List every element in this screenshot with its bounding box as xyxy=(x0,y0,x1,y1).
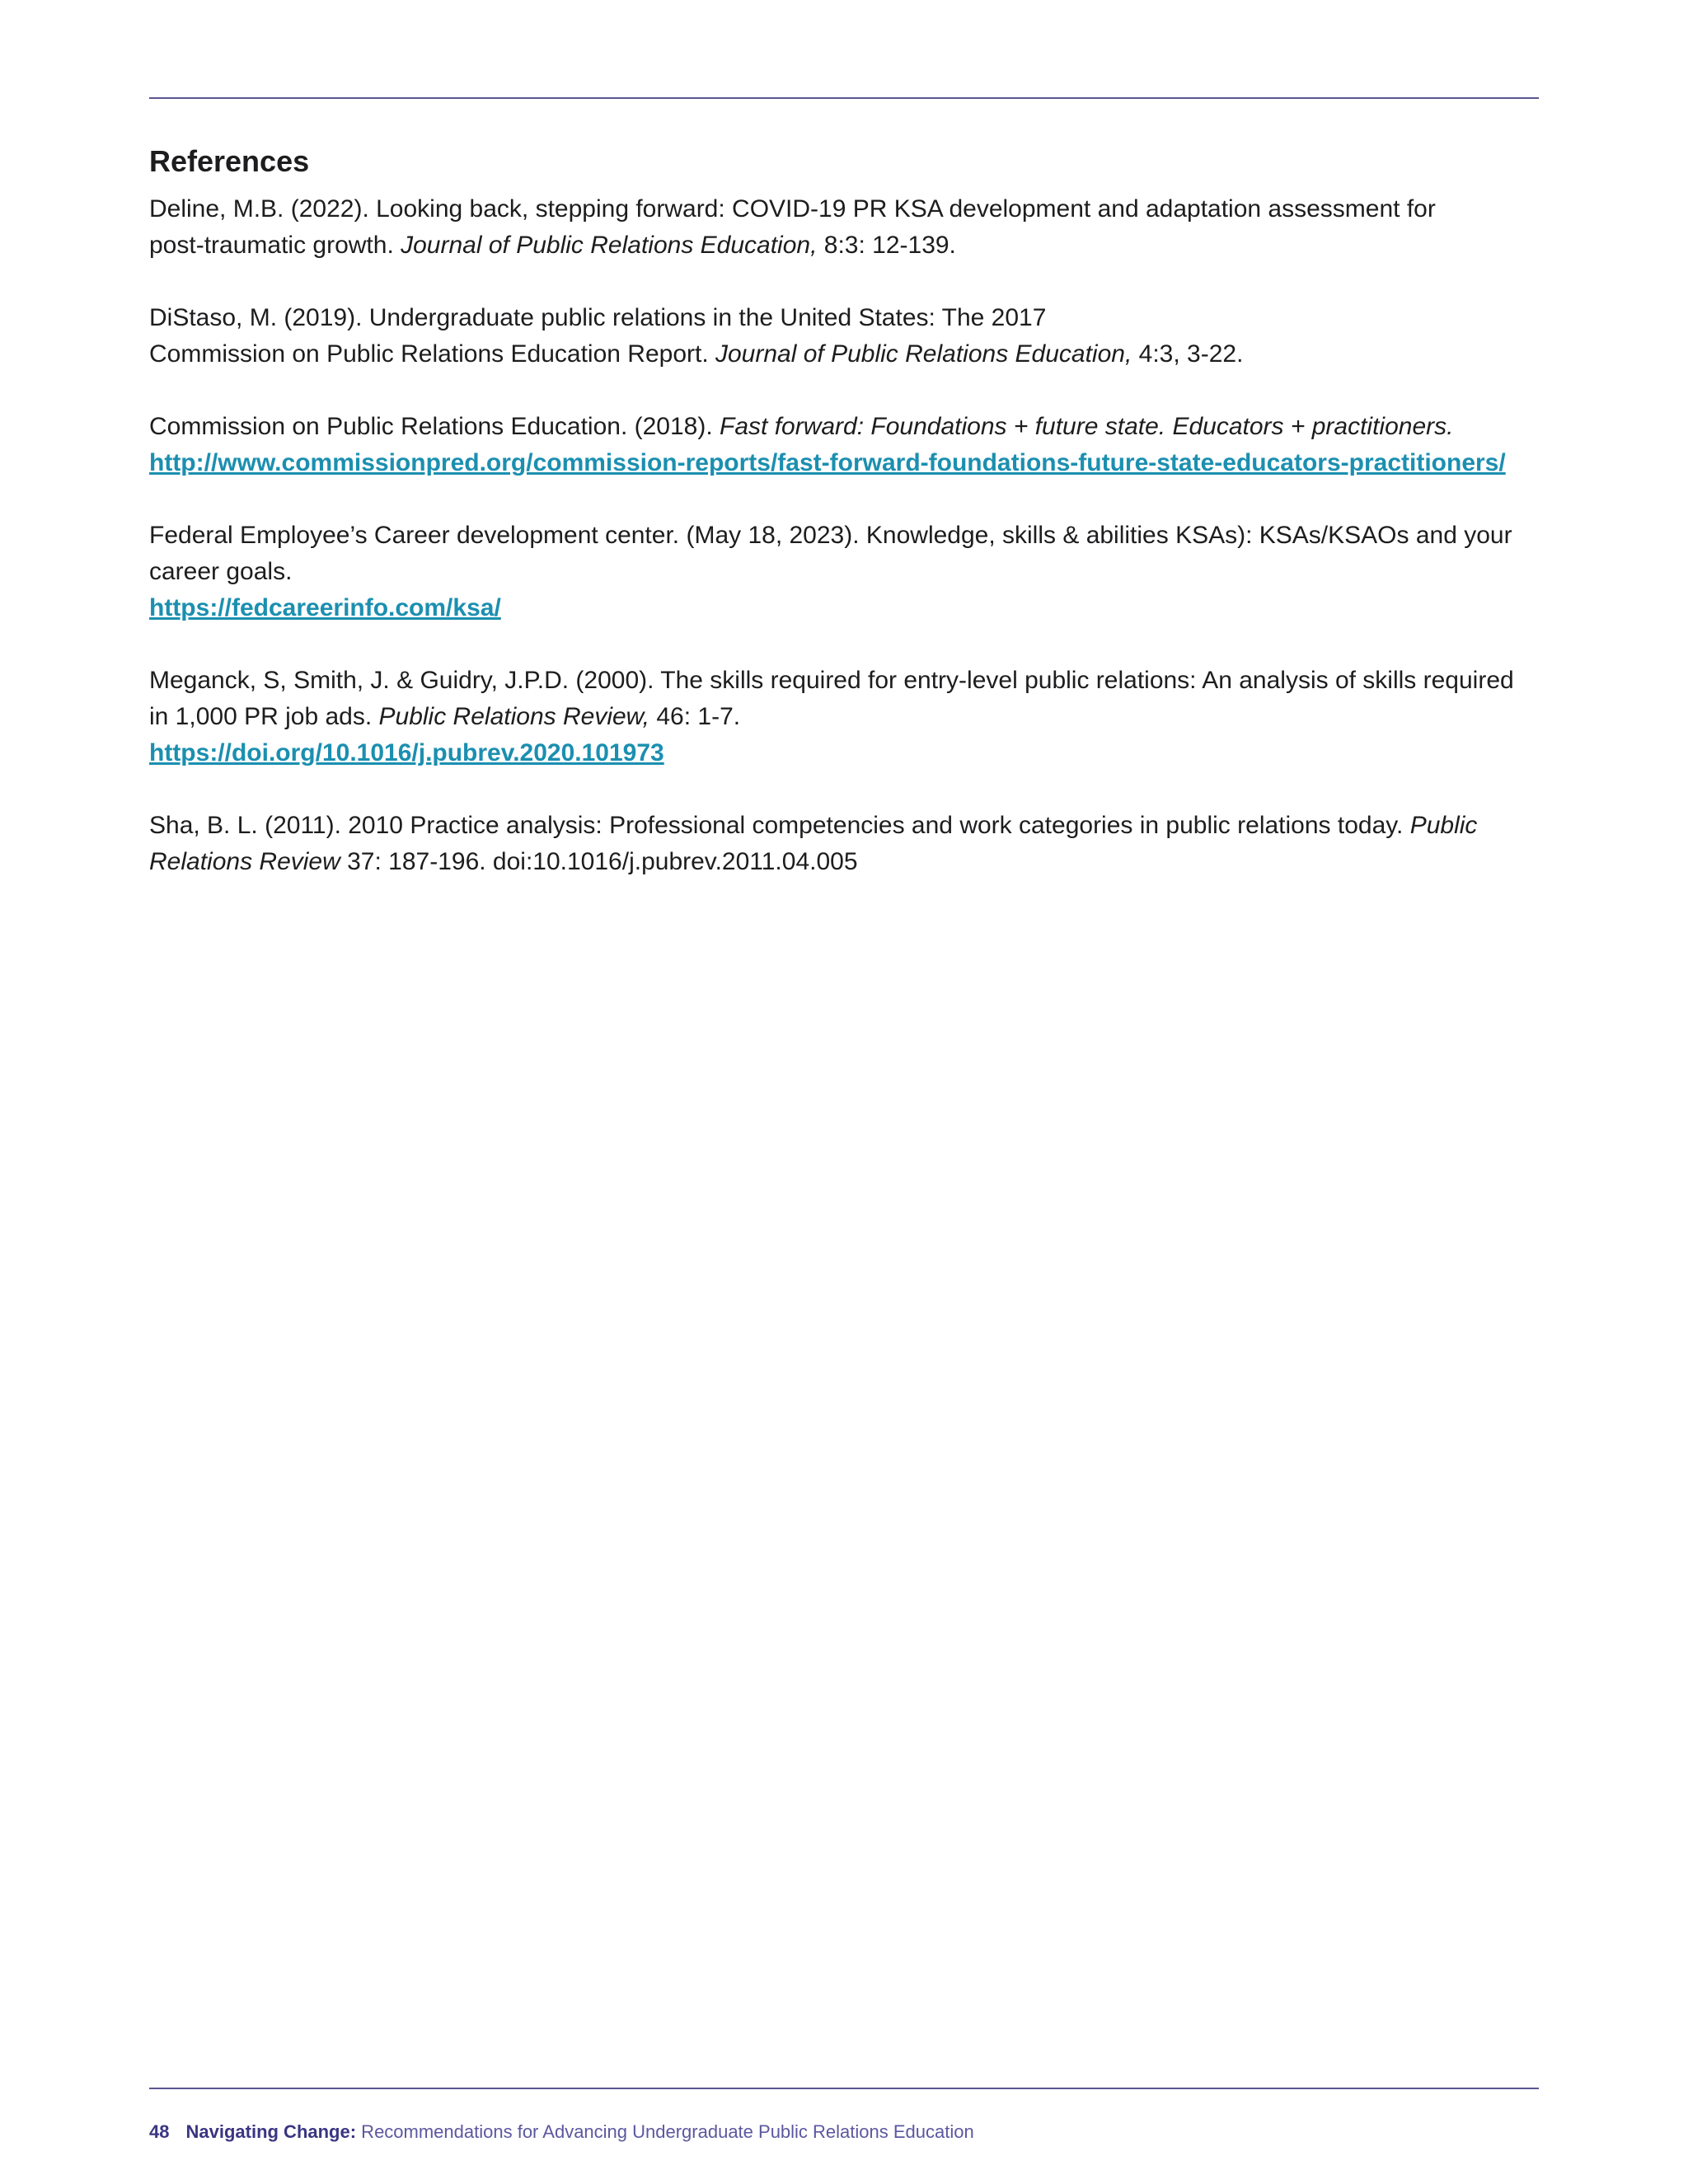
references-section xyxy=(149,142,1550,916)
ref-journal: Public Relations Review, xyxy=(378,703,650,730)
ref-journal: Journal of Public Relations Education, xyxy=(401,232,818,259)
reference-distaso xyxy=(149,300,1550,373)
ref-text: career goals. xyxy=(149,558,293,585)
ref-text: Meganck, S, Smith, J. & Guidry, J.P.D. (2000). The skills required for entry-level public relations: An analysis of skills required xyxy=(149,667,1514,694)
ref-text: 37: 187-196. doi:10.1016/j.pubrev.2011.04.005 xyxy=(340,848,858,875)
footer-subtitle: Recommendations for Advancing Undergraduate Public Relations Education xyxy=(356,2121,974,2142)
reference-fedcareer xyxy=(149,518,1550,626)
header-rule xyxy=(149,97,1539,99)
ref-text: Sha, B. L. (2011). 2010 Practice analysis: Professional competencies and work categories in public relations today. xyxy=(149,812,1410,839)
footer-title: Navigating Change: xyxy=(185,2121,357,2142)
ref-journal: Relations Review xyxy=(149,848,340,875)
page-number: 48 xyxy=(149,2121,170,2142)
reference-sha xyxy=(149,808,1550,880)
reference-commission xyxy=(149,409,1550,481)
ref-title: Fast forward: Foundations + future state. Educators + practitioners. xyxy=(720,413,1454,440)
ref-text: in 1,000 PR job ads. xyxy=(149,703,379,730)
ref-journal: Journal of Public Relations Education, xyxy=(715,340,1132,368)
ref-text: Federal Employee’s Career development center. (May 18, 2023). Knowledge, skills & abilities KSAs): KSAs/KSAOs and your xyxy=(149,522,1512,549)
ref-text: post-traumatic growth. xyxy=(149,232,401,259)
section-heading: References xyxy=(149,144,310,178)
ref-text: DiStaso, M. (2019). Undergraduate public relations in the United States: The 2017 xyxy=(149,304,1047,331)
reference-meganck xyxy=(149,663,1550,771)
ref-text: Deline, M.B. (2022). Looking back, stepping forward: COVID-19 PR KSA development and adaptation assessment for xyxy=(149,195,1436,223)
ref-text: Commission on Public Relations Education. (2018). xyxy=(149,413,720,440)
ref-text: 46: 1-7. xyxy=(649,703,741,730)
ref-link-fedcareerinfo[interactable]: https://fedcareerinfo.com/ksa/ xyxy=(149,594,501,621)
page-footer xyxy=(149,2120,974,2144)
ref-text: 8:3: 12-139. xyxy=(817,232,956,259)
ref-text: Commission on Public Relations Education Report. xyxy=(149,340,715,368)
ref-link-commissionpred[interactable]: http://www.commissionpred.org/commission-reports/fast-forward-foundations-future-state-educators-practitioners/ xyxy=(149,449,1506,476)
reference-deline xyxy=(149,191,1550,264)
footer-rule xyxy=(149,2088,1539,2089)
ref-journal: Public xyxy=(1409,812,1478,839)
ref-text: 4:3, 3-22. xyxy=(1132,340,1244,368)
ref-link-doi[interactable]: https://doi.org/10.1016/j.pubrev.2020.101973 xyxy=(149,739,664,766)
